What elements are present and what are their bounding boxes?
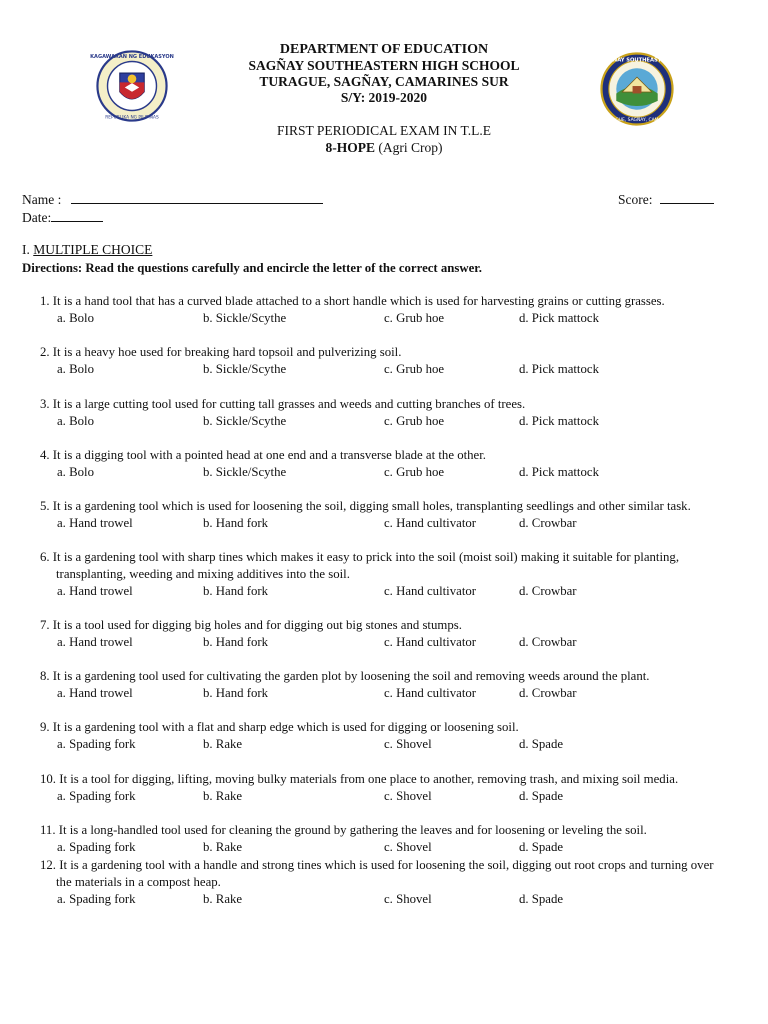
answer-option-c[interactable]: c. Hand cultivator bbox=[384, 584, 477, 598]
question-stem: 10. It is a tool for digging, lifting, moving bulky materials from one place to another, removing trash, and mixing soil media. bbox=[40, 772, 679, 786]
svg-text:SAGÑAY SOUTHEASTERN: SAGÑAY SOUTHEASTERN bbox=[600, 57, 674, 64]
name-label: Name : bbox=[22, 192, 62, 207]
answer-option-c[interactable]: c. Hand cultivator bbox=[384, 516, 477, 530]
question-stem: 7. It is a tool used for digging big holes and for digging out big stones and stumps. bbox=[40, 618, 462, 632]
exam-title: FIRST PERIODICAL EXAM IN T.L.E bbox=[276, 123, 491, 138]
answer-option-b[interactable]: b. Hand fork bbox=[203, 516, 269, 530]
answer-option-a[interactable]: a. Hand trowel bbox=[57, 686, 133, 700]
answer-option-a[interactable]: a. Spading fork bbox=[57, 892, 136, 906]
question-stem: 3. It is a large cutting tool used for cutting tall grasses and weeds and cutting branches of trees. bbox=[40, 397, 526, 411]
date-field[interactable] bbox=[22, 209, 103, 226]
answer-option-d[interactable]: d. Crowbar bbox=[519, 686, 577, 700]
answer-option-a[interactable]: a. Bolo bbox=[57, 465, 94, 479]
score-blank-line[interactable] bbox=[660, 191, 714, 204]
svg-text:TURAGUE, SAGÑAY, CAM. SUR: TURAGUE, SAGÑAY, CAM. SUR bbox=[603, 117, 671, 123]
question-stem: 2. It is a heavy hoe used for breaking hard topsoil and pulverizing soil. bbox=[40, 345, 402, 359]
school-name: SAGÑAY SOUTHEASTERN HIGH SCHOOL bbox=[248, 58, 520, 73]
answer-option-c[interactable]: c. Grub hoe bbox=[384, 311, 445, 325]
answer-option-b[interactable]: b. Hand fork bbox=[203, 686, 269, 700]
question-stem: 8. It is a gardening tool used for cultivating the garden plot by loosening the soil and removing weeds around the plant. bbox=[40, 669, 650, 683]
question-stem: 9. It is a gardening tool with a flat and sharp edge which is used for digging or loosening soil. bbox=[40, 720, 519, 734]
directions: Directions: Read the questions carefully and encircle the letter of the correct answer. bbox=[22, 261, 483, 275]
answer-option-b[interactable]: b. Sickle/Scythe bbox=[203, 414, 287, 428]
section-title: MULTIPLE CHOICE bbox=[33, 242, 153, 257]
subject-name: (Agri Crop) bbox=[375, 140, 443, 155]
answer-option-b[interactable]: b. Hand fork bbox=[203, 584, 269, 598]
question-stem: 12. It is a gardening tool with a handle and strong tines which is used for loosening the soil, digging out root crops and turning over bbox=[40, 858, 714, 872]
answer-option-a[interactable]: a. Spading fork bbox=[57, 737, 136, 751]
answer-option-c[interactable]: c. Grub hoe bbox=[384, 465, 445, 479]
answer-option-a[interactable]: a. Spading fork bbox=[57, 789, 136, 803]
answer-option-d[interactable]: d. Pick mattock bbox=[519, 362, 599, 376]
answer-option-c[interactable]: c. Grub hoe bbox=[384, 414, 445, 428]
answer-option-b[interactable]: b. Rake bbox=[203, 737, 243, 751]
school-address: TURAGUE, SAGÑAY, CAMARINES SUR bbox=[259, 74, 509, 89]
subject-code: 8-HOPE bbox=[325, 140, 375, 155]
answer-option-c[interactable]: c. Shovel bbox=[384, 892, 432, 906]
answer-option-d[interactable]: d. Crowbar bbox=[519, 516, 577, 530]
department-heading: DEPARTMENT OF EDUCATION bbox=[279, 42, 489, 57]
question-stem: 5. It is a gardening tool which is used for loosening the soil, digging small holes, transplanting seedlings and other similar task. bbox=[40, 499, 691, 513]
answer-option-c[interactable]: c. Hand cultivator bbox=[384, 686, 477, 700]
answer-option-a[interactable]: a. Spading fork bbox=[57, 840, 136, 854]
exam-subject bbox=[0, 140, 768, 156]
score-label: Score: bbox=[618, 192, 653, 207]
answer-option-c[interactable]: c. Grub hoe bbox=[384, 362, 445, 376]
answer-option-b[interactable]: b. Sickle/Scythe bbox=[203, 311, 287, 325]
answer-option-d[interactable]: d. Spade bbox=[519, 789, 564, 803]
answer-option-c[interactable]: c. Shovel bbox=[384, 840, 432, 854]
answer-option-b[interactable]: b. Hand fork bbox=[203, 635, 269, 649]
answer-option-a[interactable]: a. Bolo bbox=[57, 311, 94, 325]
question-stem: 11. It is a long-handled tool used for cleaning the ground by gathering the leaves and for loosening or leveling the soil. bbox=[40, 823, 647, 837]
answer-option-d[interactable]: d. Crowbar bbox=[519, 635, 577, 649]
answer-option-b[interactable]: b. Rake bbox=[203, 892, 243, 906]
answer-option-d[interactable]: d. Pick mattock bbox=[519, 465, 599, 479]
name-blank-line[interactable] bbox=[71, 191, 323, 204]
answer-option-a[interactable]: a. Bolo bbox=[57, 362, 94, 376]
date-label: Date: bbox=[22, 210, 52, 225]
answer-option-b[interactable]: b. Sickle/Scythe bbox=[203, 465, 287, 479]
answer-option-a[interactable]: a. Hand trowel bbox=[57, 584, 133, 598]
answer-option-d[interactable]: d. Crowbar bbox=[519, 584, 577, 598]
answer-option-b[interactable]: b. Sickle/Scythe bbox=[203, 362, 287, 376]
name-field[interactable] bbox=[22, 191, 323, 208]
svg-text:KAGAWARAN NG EDUKASYON: KAGAWARAN NG EDUKASYON bbox=[90, 53, 174, 60]
svg-text:REPUBLIKA NG PILIPINAS: REPUBLIKA NG PILIPINAS bbox=[105, 115, 159, 121]
question-stem: 4. It is a digging tool with a pointed head at one end and a transverse blade at the other. bbox=[40, 448, 486, 462]
answer-option-d[interactable]: d. Spade bbox=[519, 840, 564, 854]
answer-option-d[interactable]: d. Pick mattock bbox=[519, 414, 599, 428]
school-year: S/Y: 2019-2020 bbox=[340, 90, 428, 105]
score-field[interactable] bbox=[618, 191, 714, 208]
answer-option-b[interactable]: b. Rake bbox=[203, 789, 243, 803]
answer-option-a[interactable]: a. Bolo bbox=[57, 414, 94, 428]
date-blank-line[interactable] bbox=[51, 209, 103, 222]
question-stem: 6. It is a gardening tool with sharp tines which makes it easy to prick into the soil (moist soil) making it suitable for planting, bbox=[40, 550, 680, 564]
question-stem-continued: transplanting, weeding and mixing additives into the soil. bbox=[56, 567, 350, 581]
answer-option-d[interactable]: d. Spade bbox=[519, 892, 564, 906]
answer-option-c[interactable]: c. Hand cultivator bbox=[384, 635, 477, 649]
question-stem-continued: the materials in a compost heap. bbox=[56, 875, 221, 889]
answer-option-d[interactable]: d. Pick mattock bbox=[519, 311, 599, 325]
answer-option-c[interactable]: c. Shovel bbox=[384, 737, 432, 751]
answer-option-d[interactable]: d. Spade bbox=[519, 737, 564, 751]
answer-option-a[interactable]: a. Hand trowel bbox=[57, 516, 133, 530]
answer-option-a[interactable]: a. Hand trowel bbox=[57, 635, 133, 649]
section-numeral: I. bbox=[22, 242, 30, 257]
question-stem: 1. It is a hand tool that has a curved blade attached to a short handle which is used for harvesting grains or cutting grasses. bbox=[40, 294, 665, 308]
section-heading bbox=[22, 242, 152, 258]
answer-option-c[interactable]: c. Shovel bbox=[384, 789, 432, 803]
answer-option-b[interactable]: b. Rake bbox=[203, 840, 243, 854]
